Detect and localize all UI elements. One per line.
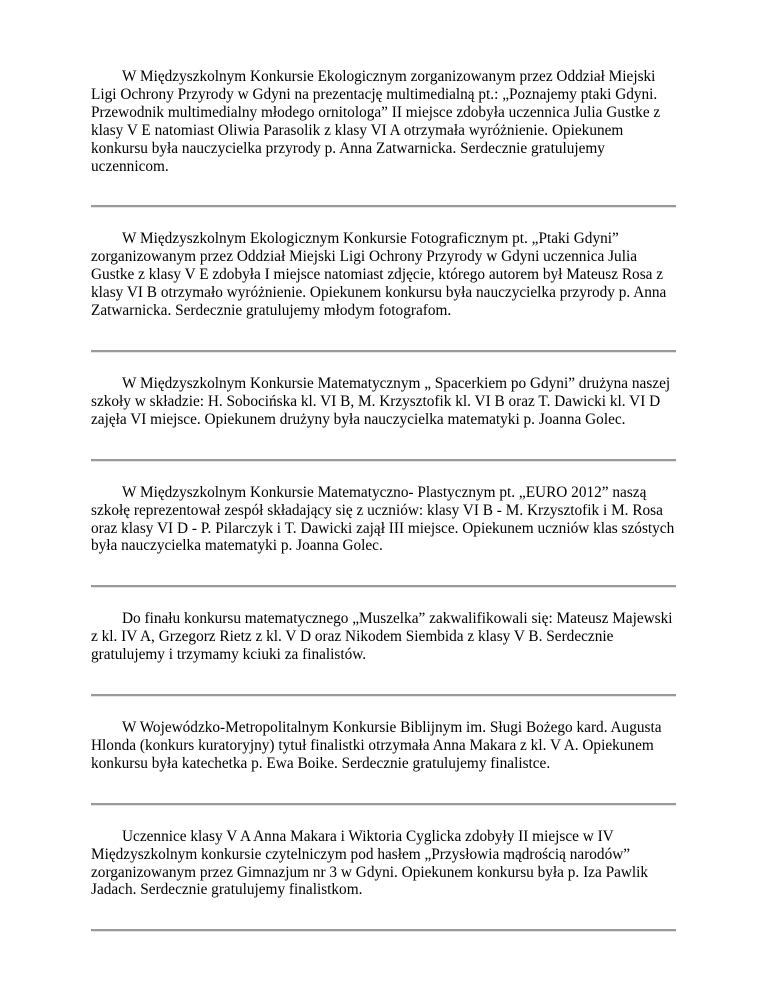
- horizontal-rule: [91, 929, 676, 932]
- news-paragraph-4: W Międzyszkolnym Konkursie Matematyczno- Plastycznym pt. „EURO 2012” naszą szkołę reprezentował zespół składający się z uczniów: klasy VI B - M. Krzysztofik i M. Rosa oraz klasy VI D - P. Pilarczyk i T. Dawicki zajął III miejsce. Opiekunem uczniów klas szóstych była nauczycielka matematyki p. Joanna Golec.: [91, 483, 675, 555]
- news-paragraph-5: Do finału konkursu matematycznego „Muszelka” zakwalifikowali się: Mateusz Majewski z kl. IV A, Grzegorz Rietz z kl. V D oraz Nikodem Siembida z klasy V B. Serdecznie gratulujemy i trzymamy kciuki za finalistów.: [91, 610, 673, 664]
- news-paragraph-7: Uczennice klasy V A Anna Makara i Wiktoria Cyglicka zdobyły II miejsce w IV Międzyszkolnym konkursie czytelniczym pod hasłem „Przysłowia mądrością narodów” zorganizowanym przez Gimnazjum nr 3 w Gdyni. Opiekunem konkursu była p. Iza Pawlik Jadach. Serdecznie gratulujemy finalistkom.: [91, 827, 649, 899]
- news-paragraph-6: W Wojewódzko-Metropolitalnym Konkursie Biblijnym im. Sługi Bożego kard. Augusta Hlonda (konkurs kuratoryjny) tytuł finalistki otrzymała Anna Makara z kl. V A. Opiekunem konkursu była katechetka p. Ewa Boike. Serdecznie gratulujemy finalistce.: [91, 719, 662, 772]
- news-paragraph-3: W Międzyszkolnym Konkursie Matematycznym „ Spacerkiem po Gdyni” drużyna naszej szkoły w składzie: H. Sobocińska kl. VI B, M. Krzysztofik kl. VI B oraz T. Dawicki kl. VI D zajęła VI miejsce. Opiekunem drużyny była nauczycielka matematyki p. Joanna Golec.: [91, 374, 671, 428]
- news-paragraph-2: W Międzyszkolnym Ekologicznym Konkursie Fotograficznym pt. „Ptaki Gdyni” zorganizowanym przez Oddział Miejski Ligi Ochrony Przyrody w Gdyni uczennica Julia Gustke z klasy V E zdobyła I miejsce natomiast zdjęcie, którego autorem był Mateusz Rosa z klasy VI B otrzymało wyróżnienie. Opiekunem konkursu była nauczycielka przyrody p. Anna Zatwarnicka. Serdecznie gratulujemy młodym fotografom.: [91, 230, 667, 320]
- news-paragraph-1: W Międzyszkolnym Konkursie Ekologicznym zorganizowanym przez Oddział Miejski Ligi Ochrony Przyrody w Gdyni na prezentację multimedialną pt.: „Poznajemy ptaki Gdyni. Przewodnik multimedialny młodego ornitologa” II miejsce zdobyła uczennica Julia Gustke z klasy V E natomiast Oliwia Parasolik z klasy VI A otrzymała wyróżnienie. Opiekunem konkursu była nauczycielka przyrody p. Anna Zatwarnicka. Serdecznie gratulujemy uczennicom.: [91, 68, 661, 175]
